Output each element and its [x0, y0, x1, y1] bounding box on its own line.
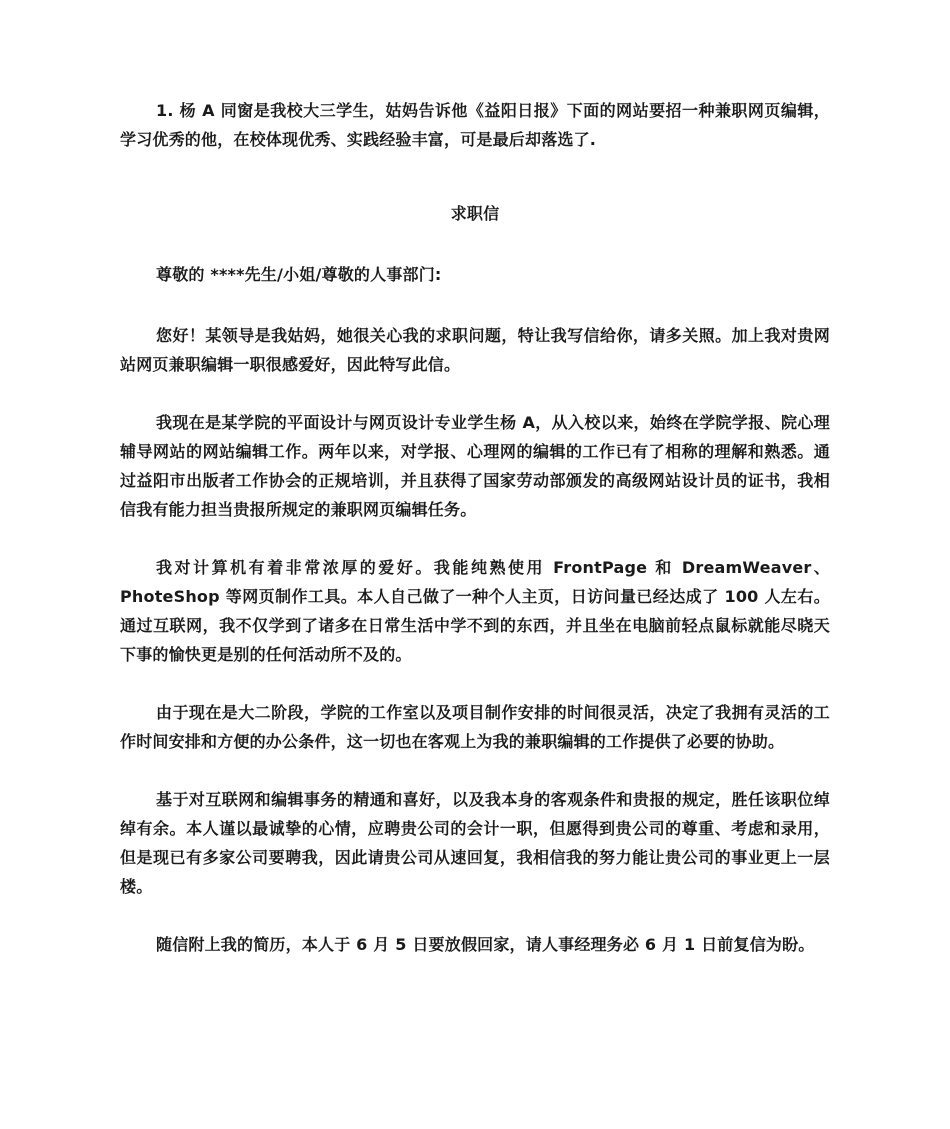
- body-paragraph-closing: 随信附上我的简历，本人于 6 月 5 日要放假回家，请人事经理务必 6 月 1 日前复信为盼。: [156, 935, 815, 954]
- body-paragraph-skills: 我对计算机有着非常浓厚的爱好。我能纯熟使用 FrontPage 和 DreamWeaver、PhoteShop 等网页制作工具。本人自己做了一种个人主页，日访问量已经达成了 100 人左右。通过互联网，我不仅学到了诸多在日常生活中学不到的东西，并且坐在电脑前轻点鼠标就能尽晓天下事的愉快更是别的任何活动所不及的。: [120, 558, 830, 664]
- body-paragraph-qualification: 基于对互联网和编辑事务的精通和喜好，以及我本身的客观条件和贵报的规定，胜任该职位绰绰有余。本人谨以最诚挚的心情，应聘贵公司的会计一职，但愿得到贵公司的尊重、考虑和录用，但是现已有多家公司要聘我，因此请贵公司从速回复，我相信我的努力能让贵公司的事业更上一层楼。: [120, 790, 830, 896]
- body-paragraph-background: 我现在是某学院的平面设计与网页设计专业学生杨 A，从入校以来，始终在学院学报、院心理辅导网站的网站编辑工作。两年以来，对学报、心理网的编辑的工作已有了相称的理解和熟悉。通过益阳市出版者工作协会的正规培训，并且获得了国家劳动部颁发的高级网站设计员的证书，我相信我有能力担当贵报所规定的兼职网页编辑任务。: [120, 413, 830, 519]
- document-body: [120, 96, 830, 959]
- body-paragraph-availability: 由于现在是大二阶段，学院的工作室以及项目制作安排的时间很灵活，决定了我拥有灵活的工作时间安排和方便的办公条件，这一切也在客观上为我的兼职编辑的工作提供了必要的协助。: [120, 703, 830, 751]
- body-paragraph-greeting: 您好！某领导是我姑妈，她很关心我的求职问题，特让我写信给你，请多关照。加上我对贵网站网页兼职编辑一职很感爱好，因此特写此信。: [120, 326, 830, 374]
- intro-paragraph: 1. 杨 A 同窗是我校大三学生，姑妈告诉他《益阳日报》下面的网站要招一种兼职网页编辑，学习优秀的他，在校体现优秀、实践经验丰富，可是最后却落选了.: [120, 101, 830, 149]
- salutation: 尊敬的 ****先生/小姐/尊敬的人事部门:: [156, 265, 442, 284]
- letter-title: 求职信: [450, 204, 500, 223]
